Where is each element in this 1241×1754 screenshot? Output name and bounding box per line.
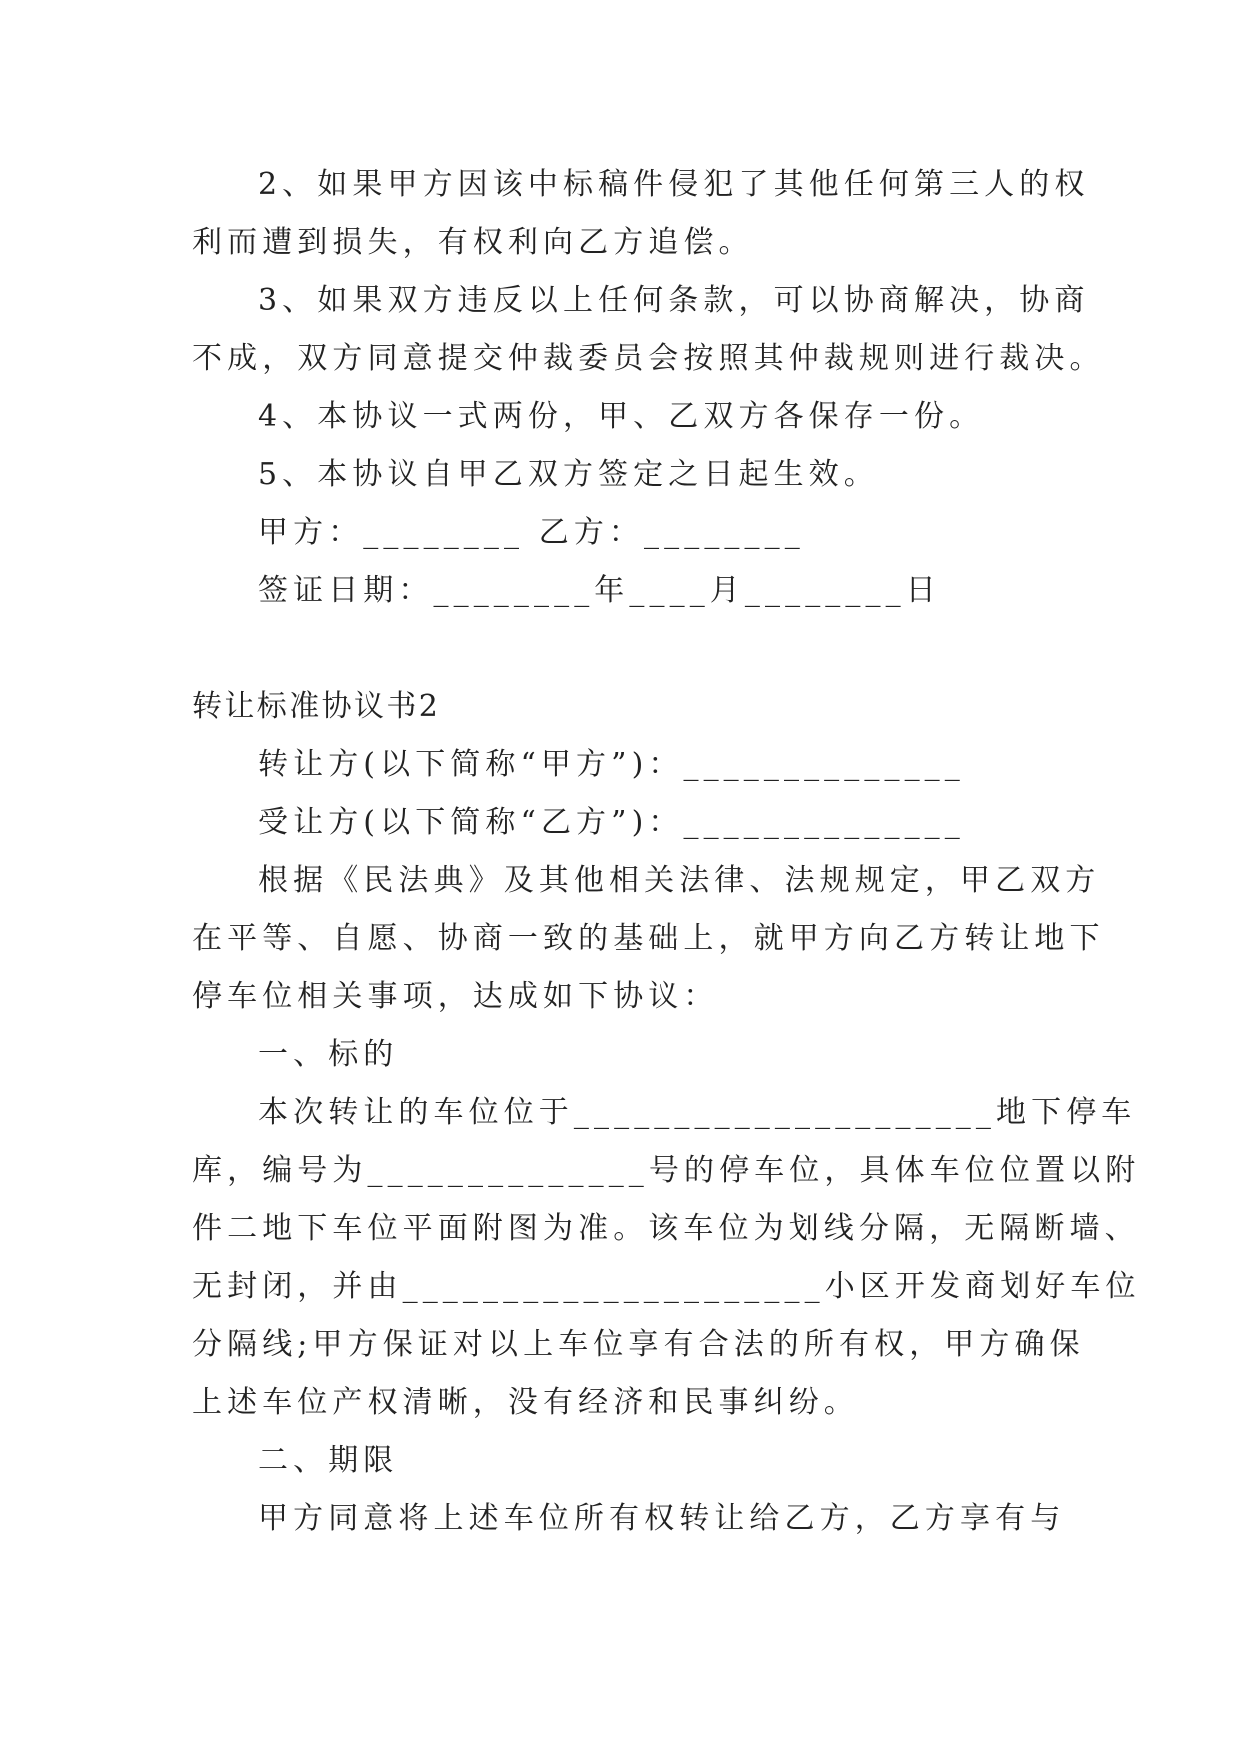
clause-3-line-2: 不成，双方同意提交仲裁委员会按照其仲裁规则进行裁决。 <box>192 341 1105 376</box>
section-1-heading: 一、标的 <box>258 1037 399 1072</box>
agreement-title: 转让标准协议书2 <box>192 689 441 724</box>
section-1-line-2: 库，编号为______________号的停车位，具体车位位置以附 <box>192 1153 1141 1188</box>
section-2-line-1: 甲方同意将上述车位所有权转让给乙方，乙方享有与 <box>258 1501 1066 1536</box>
clause-3-line-1: 3、如果双方违反以上任何条款，可以协商解决，协商 <box>258 283 1090 318</box>
section-2-heading: 二、期限 <box>258 1443 399 1478</box>
preamble-line-1: 根据《民法典》及其他相关法律、法规规定，甲乙双方 <box>258 863 1101 898</box>
section-1-line-4: 无封闭，并由_____________________小区开发商划好车位 <box>192 1269 1141 1304</box>
clause-2-line-1: 2、如果甲方因该中标稿件侵犯了其他任何第三人的权 <box>258 167 1090 202</box>
transferor-line: 转让方(以下简称“甲方”)：______________ <box>258 747 965 782</box>
section-1-line-3: 件二地下车位平面附图为准。该车位为划线分隔，无隔断墙、 <box>192 1211 1140 1246</box>
preamble-line-3: 停车位相关事项，达成如下协议： <box>192 979 719 1014</box>
date-line: 签证日期：________年____月________日 <box>258 573 941 608</box>
preamble-line-2: 在平等、自愿、协商一致的基础上，就甲方向乙方转让地下 <box>192 921 1105 956</box>
section-1-line-1: 本次转让的车位位于_____________________地下停车 <box>258 1095 1137 1130</box>
signature-line: 甲方：________ 乙方：________ <box>258 515 805 550</box>
clause-4: 4、本协议一式两份，甲、乙双方各保存一份。 <box>258 399 985 434</box>
section-1-line-6: 上述车位产权清晰，没有经济和民事纠纷。 <box>192 1385 859 1420</box>
clause-5: 5、本协议自甲乙双方签定之日起生效。 <box>258 457 879 492</box>
transferee-line: 受让方(以下简称“乙方”)：______________ <box>258 805 965 840</box>
clause-2-line-2: 利而遭到损失，有权利向乙方追偿。 <box>192 225 754 260</box>
section-1-line-5: 分隔线;甲方保证对以上车位享有合法的所有权，甲方确保 <box>192 1327 1085 1362</box>
